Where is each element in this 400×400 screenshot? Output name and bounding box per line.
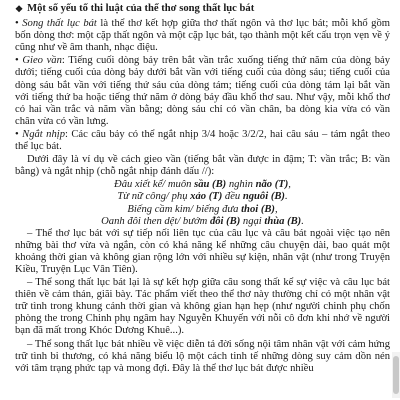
item-text: là thể thơ kết hợp giữa thơ thất ngôn và thơ lục bát; mỗi khổ gồm bốn dòng thơ: một cặp thất ngôn và một cặp lục bát, tạo thành một kết cấu trọn vẹn về ý cũng như về âm thanh, nhạc điệu. <box>15 18 391 54</box>
verse-line: Oanh đôi then dệt/ bướm đôi (B) ngại thùa (B). <box>101 215 304 227</box>
item-label: Gieo vần <box>22 55 62 67</box>
item-ngat-nhip <box>15 129 390 153</box>
item-gieo-van <box>15 55 390 128</box>
item-song-that-luc-bat <box>15 18 390 54</box>
example-intro: Dưới đây là ví dụ về cách gieo vần (tiếng bắt vần được in đậm; T: vần trắc; B: vần bằng) và ngắt nhịp (chỗ ngắt nhịp đánh dấu //): <box>15 154 390 178</box>
verse-line: Từ nữ công/ phụ xảo (T) đều nguôi (B). <box>117 191 288 203</box>
section-heading <box>15 3 390 15</box>
verse-line: Đâu xiết kể/ muôn sầu (B) nghìn não (T), <box>114 179 291 191</box>
item-text: : Tiếng cuối dòng bảy trên bắt vần trắc xuống tiếng thứ năm của dòng bảy dưới; tiếng cuối của dòng bảy dưới bắt vần với tiếng cuối của dòng sáu; tiếng cuối của dòng sáu bắt vần với tiếng thứ sáu của dòng tám; tiếng cuối của dòng tám lại bắt vần với tiếng thứ ba hoặc tiếng thứ năm ở dòng bảy đầu khổ thơ sau. Như vậy, mỗi khổ thơ có hai vần trắc và năm vần bằng; dòng sáu chỉ có vần chân, ba dòng kia vừa có vần chân vừa có vần lưng. <box>15 55 390 127</box>
vertical-scrollbar[interactable] <box>392 352 400 398</box>
body-paragraph: – Thể song thất lục bát lại là sự kết hợp giữa câu song thất kể sự việc và câu lục bát thiên về cảm thán, giãi bày. Tác phẩm viết theo thể thơ này thường chỉ có một nhân vật trữ tình trong khung cảnh thời gian và không gian hạn hẹp (như người chinh phụ chốn phòng the trong Chinh phụ ngâm hay Nguyễn Khuyến với nỗi cô đơn khi nhớ về người bạn đã mất trong Khóc Dương Khuê...). <box>15 277 390 337</box>
diamond-bullet-icon: ❖ <box>15 4 24 14</box>
scrollbar-thumb[interactable] <box>393 356 399 394</box>
body-paragraph: – Thể thơ lục bát với sự tiếp nối liên tục của câu lục và câu bát ngoài việc tạo nên những bài thơ vừa và ngắn, còn có khả năng kể những câu chuyện dài, bao quát một khoảng thời gian và không gian rộng lớn với nhiều sự kiện, nhân vật (như trong Truyện Kiều, Truyện Lục Vân Tiên). <box>15 227 390 275</box>
item-label: Ngắt nhịp <box>22 128 65 140</box>
verse-block <box>15 179 390 227</box>
item-label: Song thất lục bát <box>22 18 97 30</box>
section-heading-text: Một số yếu tố thi luật của thể thơ song thất lục bát <box>27 3 255 14</box>
body-paragraph: – Thể song thất lục bát nhiều về việc diễn tả đời sống nội tâm nhân vật với cảm hứng trữ tình bi thương, có khả năng biểu lộ một cách tinh tế những dòng suy cảm dồn nén với tâm trạng phức tạp và mong đợi. Đây là thể thơ lục bát được nhiều <box>15 338 390 374</box>
item-text: : Các câu bảy có thể ngắt nhịp 3/4 hoặc 3/2/2, hai câu sáu – tám ngắt theo thể lục bát. <box>15 128 390 153</box>
verse-line: Biếng cầm kim/ biếng đưa thoi (B), <box>127 203 278 215</box>
